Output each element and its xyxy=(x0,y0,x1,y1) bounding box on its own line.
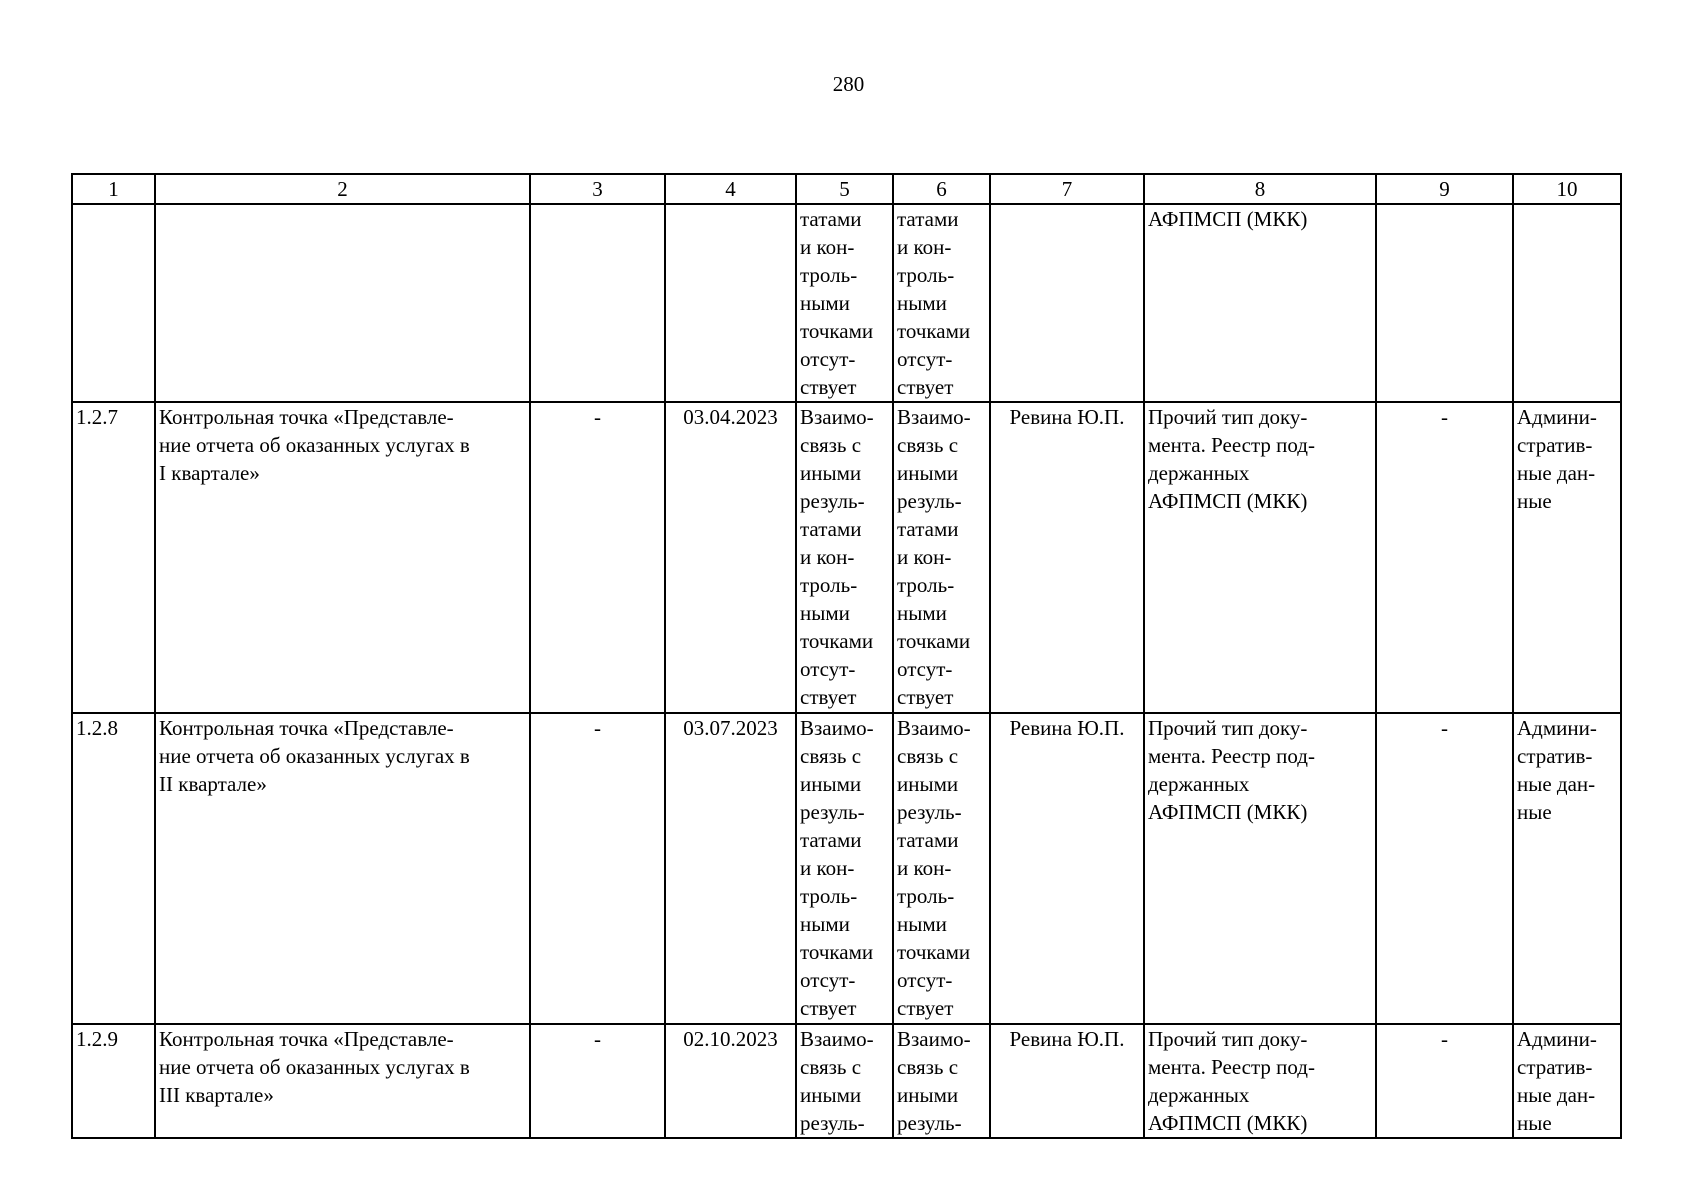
relation-cell xyxy=(893,713,990,1024)
cell-col3: - xyxy=(530,1024,665,1138)
document-type-text: Прочий тип доку- мента. Реестр под- держанных АФПМСП (МКК) xyxy=(1148,716,1315,824)
column-header: 1 xyxy=(72,174,155,204)
name-cell xyxy=(155,204,530,402)
table-row xyxy=(72,402,1621,713)
column-header: 7 xyxy=(990,174,1144,204)
relation-text: Взаимо- связь с иными резуль- татами и кон- троль- ными точками отсут- ствует xyxy=(800,405,874,709)
date-cell: 02.10.2023 xyxy=(665,1024,796,1138)
column-header: 3 xyxy=(530,174,665,204)
responsible-cell xyxy=(990,204,1144,402)
relation-cell xyxy=(796,1024,893,1138)
source-cell xyxy=(1513,1024,1621,1138)
table-row xyxy=(72,713,1621,1024)
relation-text: Взаимо- связь с иными резуль- xyxy=(800,1027,874,1135)
document-type-cell xyxy=(1144,713,1376,1024)
cell-col3: - xyxy=(530,713,665,1024)
name-cell: Контрольная точка «Представле- ние отчета об оказанных услугах в I квартале» xyxy=(155,402,530,713)
relation-text: татами и кон- троль- ными точками отсут- ствует xyxy=(897,207,971,399)
column-header: 9 xyxy=(1376,174,1513,204)
cell-col3: - xyxy=(530,402,665,713)
table-header-row xyxy=(72,174,1621,204)
relation-cell xyxy=(796,713,893,1024)
column-header: 2 xyxy=(155,174,530,204)
responsible-cell: Ревина Ю.П. xyxy=(990,402,1144,713)
relation-cell xyxy=(893,402,990,713)
column-header: 5 xyxy=(796,174,893,204)
relation-text: Взаимо- связь с иными резуль- татами и кон- троль- ными точками отсут- ствует xyxy=(897,716,971,1020)
source-cell xyxy=(1513,713,1621,1024)
table-row xyxy=(72,1024,1621,1138)
relation-cell xyxy=(796,204,893,402)
source-text: Админи- стратив- ные дан- ные xyxy=(1517,716,1597,824)
cell-col9 xyxy=(1376,204,1513,402)
relation-cell xyxy=(893,204,990,402)
relation-text: Взаимо- связь с иными резуль- татами и кон- троль- ными точками отсут- ствует xyxy=(897,405,971,709)
source-text: Админи- стратив- ные дан- ные xyxy=(1517,405,1597,513)
source-cell xyxy=(1513,402,1621,713)
date-cell: 03.04.2023 xyxy=(665,402,796,713)
date-cell: 03.07.2023 xyxy=(665,713,796,1024)
relation-text: Взаимо- связь с иными резуль- татами и кон- троль- ными точками отсут- ствует xyxy=(800,716,874,1020)
cell-col9: - xyxy=(1376,713,1513,1024)
responsible-cell: Ревина Ю.П. xyxy=(990,1024,1144,1138)
responsible-cell: Ревина Ю.П. xyxy=(990,713,1144,1024)
document-table xyxy=(71,173,1622,1139)
column-header: 4 xyxy=(665,174,796,204)
cell-col3 xyxy=(530,204,665,402)
table-row xyxy=(72,204,1621,402)
relation-text: Взаимо- связь с иными резуль- xyxy=(897,1027,971,1135)
row-number-cell: 1.2.7 xyxy=(72,402,155,713)
name-cell: Контрольная точка «Представле- ние отчета об оказанных услугах в II квартале» xyxy=(155,713,530,1024)
row-number-cell xyxy=(72,204,155,402)
page-number: 280 xyxy=(832,72,865,96)
name-cell: Контрольная точка «Представле- ние отчета об оказанных услугах в III квартале» xyxy=(155,1024,530,1138)
document-type-cell xyxy=(1144,1024,1376,1138)
document-type-text: АФПМСП (МКК) xyxy=(1148,207,1308,231)
document-type-cell xyxy=(1144,402,1376,713)
column-header: 8 xyxy=(1144,174,1376,204)
relation-cell xyxy=(796,402,893,713)
relation-text: татами и кон- троль- ными точками отсут- ствует xyxy=(800,207,874,399)
cell-col9: - xyxy=(1376,402,1513,713)
document-type-text: Прочий тип доку- мента. Реестр под- держанных АФПМСП (МКК) xyxy=(1148,1027,1315,1135)
column-header: 10 xyxy=(1513,174,1621,204)
row-number-cell: 1.2.9 xyxy=(72,1024,155,1138)
source-text: Админи- стратив- ные дан- ные xyxy=(1517,1027,1597,1135)
column-header: 6 xyxy=(893,174,990,204)
relation-cell xyxy=(893,1024,990,1138)
cell-col9: - xyxy=(1376,1024,1513,1138)
row-number-cell: 1.2.8 xyxy=(72,713,155,1024)
source-cell xyxy=(1513,204,1621,402)
document-type-cell xyxy=(1144,204,1376,402)
document-type-text: Прочий тип доку- мента. Реестр под- держанных АФПМСП (МКК) xyxy=(1148,405,1315,513)
date-cell xyxy=(665,204,796,402)
